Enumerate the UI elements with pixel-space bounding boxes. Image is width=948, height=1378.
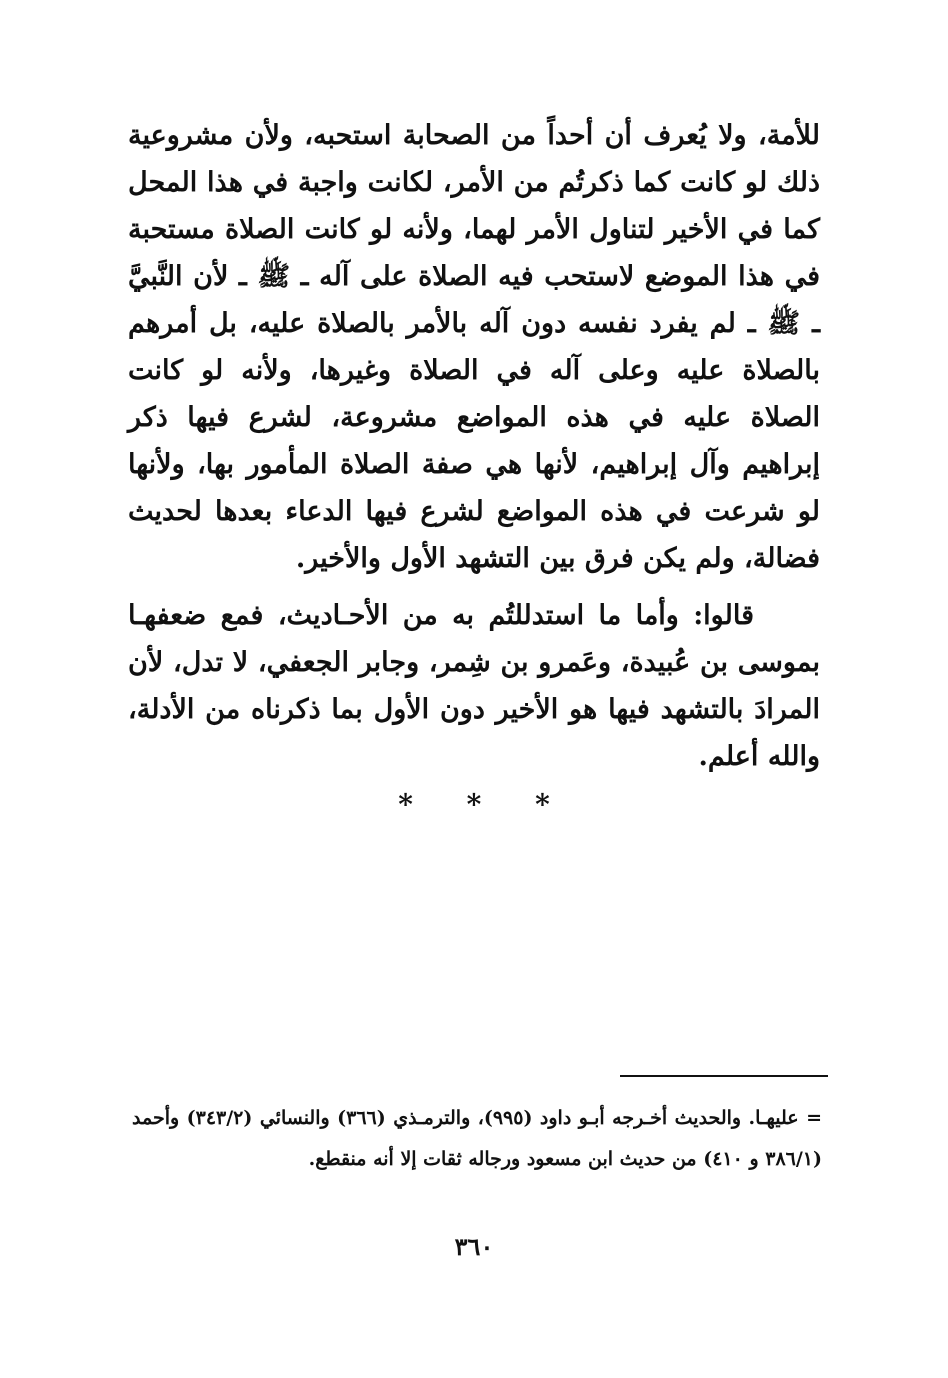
footnote-text: = عليهـا. والحديث أخـرجه أبـو داود (٩٩٥)، والترمـذي (٣٦٦) والنسائي (٣٤٣/٢) وأحمد (٣٨٦/١ و ٤١٠) من حديث ابن مسعود ورجاله ثقات إلا أنه منقطع. — [132, 1107, 822, 1170]
section-separator: * * * — [398, 788, 572, 821]
body-paragraph-2: قالوا: وأما ما استدللتُم به من الأحـاديث، فمع ضعفهـا بموسى بن عُبيدة، وعَمرو بن شِمر، وجابر الجعفي، لا تدل، لأن المرادَ بالتشهد فيها هو الأخير دون الأول بما ذكرناه من الأدلة، والله أعلم. — [128, 600, 820, 772]
footnote-divider — [620, 1075, 828, 1077]
body-paragraph-1: للأمة، ولا يُعرف أن أحداً من الصحابة استحبه، ولأن مشروعية ذلك لو كانت كما ذكرتُم من الأمر، لكانت واجبة في هذا المحل كما في الأخير لتناول الأمر لهما، ولأنه لو كانت الصلاة مستحبة في هذا الموضع لاستحب فيه الصلاة على آله ـ ﷺ ـ لأن النَّبيَّ ـ ﷺ ـ لم يفرد نفسه دون آله بالأمر بالصلاة عليه، بل أمرهم بالصلاة عليه وعلى آله في الصلاة وغيرها، ولأنه لو كانت الصلاة عليه في هذه المواضع مشروعة، لشرع فيها ذكر إبراهيم وآل إبراهيم، لأنها هي صفة الصلاة المأمور بها، ولأنها لو شرعت في هذه المواضع لشرع فيها الدعاء بعدها لحديث فضالة، ولم يكن فرق بين التشهد الأول والأخير. — [128, 120, 820, 574]
page-number: ٣٦٠ — [454, 1232, 494, 1261]
